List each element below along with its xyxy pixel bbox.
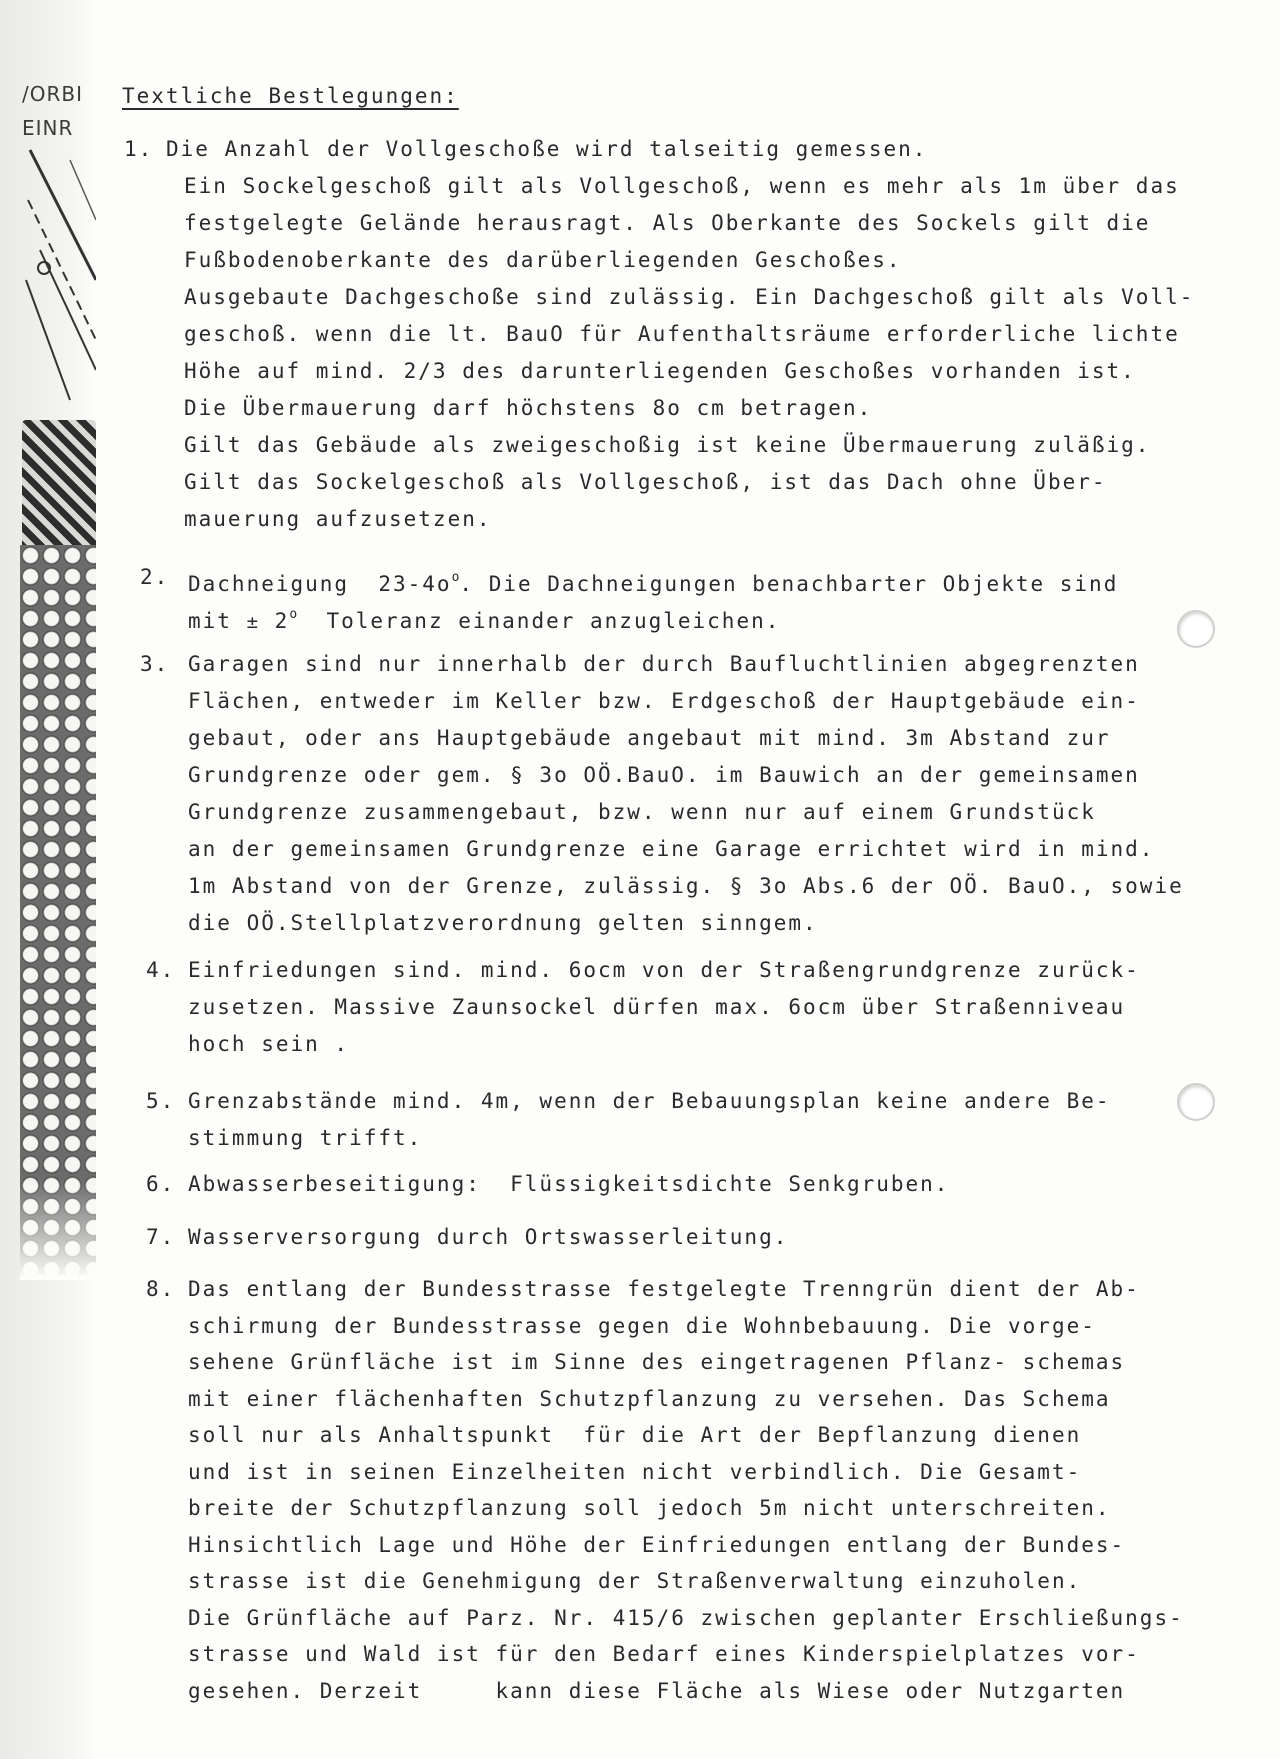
punch-hole [1177,1083,1215,1121]
item-text [188,1271,1184,1709]
text-line: und ist in seinen Einzelheiten nicht verbindlich. Die Gesamt- [188,1459,1082,1484]
text-line: Wasserversorgung durch Ortswasserleitung. [188,1225,789,1249]
text-line: Gilt das Sockelgeschoß als Vollgeschoß, ist das Dach ohne Über- [184,470,1107,494]
text-line: Ausgebaute Dachgeschoße sind zulässig. Ein Dachgeschoß gilt als Voll- [184,285,1195,309]
text-line: mauerung aufzusetzen. [184,507,492,531]
text-line: 1m Abstand von der Grenze, zulässig. § 3o Abs.6 der OÖ. BauO., sowie [188,874,1184,898]
text-line: gesehen. Derzeit kann diese Fläche als Wiese oder Nutzgarten [188,1678,1126,1703]
item-text [188,1166,949,1203]
text-line: sehene Grünfläche ist im Sinne des eingetragenen Pflanz- schemas [188,1350,1126,1374]
text-line: Die Anzahl der Vollgeschoße wird talseitig gemessen. [166,137,928,161]
text-line: zusetzen. Massive Zaunsockel dürfen max. 6ocm über Straßenniveau [188,995,1126,1019]
text-line: Einfriedungen sind. mind. 6ocm von der Straßengrundgrenze zurück- [188,958,1140,982]
text-line: Hinsichtlich Lage und Höhe der Einfriedungen entlang der Bundes- [188,1532,1126,1557]
text-line: stimmung trifft. [188,1126,423,1150]
degree-mark: o [289,607,298,622]
text-line: strasse ist die Genehmigung der Straßenverwaltung einzuholen. [188,1569,1082,1593]
text-line: Grenzabstände mind. 4m, wenn der Bebauungsplan keine andere Be- [188,1089,1111,1113]
item-number: 7. [146,1225,176,1249]
item-text [188,646,1184,942]
text-line: geschoß. wenn die lt. BauO für Aufenthaltsräume erforderliche lichte [184,322,1180,346]
adjacent-plan-linework [0,140,96,420]
text-line: strasse und Wald ist für den Bedarf eines Kinderspielplatzes vor- [188,1642,1140,1666]
plus-minus-sign: ± [246,611,261,633]
text-line: Grundgrenze oder gem. § 3o OÖ.BauO. im Bauwich an der gemeinsamen [188,763,1140,787]
text-line: Fußbodenoberkante des darüberliegenden Geschoßes. [184,248,902,272]
text-line: Höhe auf mind. 2/3 des darunterliegenden Geschoßes vorhanden ist. [184,359,1136,383]
text-line: Die Übermauerung darf höchstens 8o cm betragen. [184,396,873,420]
text-line: die OÖ.Stellplatzverordnung gelten sinngem. [188,911,818,935]
item-number: 5. [146,1089,176,1113]
item-text [188,952,1140,1063]
text-line: mit einer flächenhaften Schutzpflanzung zu versehen. Das Schema [188,1386,1111,1411]
text-line: Ein Sockelgeschoß gilt als Vollgeschoß, wenn es mehr als 1m über das [184,174,1180,198]
item-number: 4. [146,958,176,982]
item-number: 6. [146,1172,176,1196]
document-title: Textliche Bestlegungen: [122,84,459,108]
text-line: Grundgrenze zusammengebaut, bzw. wenn nur auf einem Grundstück [188,800,1096,824]
adjacent-plan-strip [0,0,96,1759]
item-text [166,131,1194,538]
adjacent-plan-hatching [22,420,96,550]
text-line: Das entlang der Bundesstrasse festgelegte Trenngrün dient der Ab- [188,1277,1140,1301]
text-line: mit ± $2^o$ Toleranz einander anzugleichen. [188,607,781,633]
text-line: schirmung der Bundesstrasse gegen die Wohnbebauung. Die vorge- [188,1313,1096,1338]
punch-hole [1177,610,1215,648]
text-line: Abwasserbeseitigung: Flüssigkeitsdichte Senkgruben. [188,1172,950,1196]
adjacent-plan-label: /ORBI [22,82,83,106]
item-number: 3. [140,652,170,676]
text-line: Gilt das Gebäude als zweigeschoßig ist keine Übermauerung zuläßig. [184,433,1151,457]
item-text [188,1083,1111,1157]
text-line: Garagen sind nur innerhalb der durch Baufluchtlinien abgegrenzten [188,652,1140,676]
item-number: 1. [124,137,154,161]
item-text [188,559,1118,633]
text-line: breite der Schutzpflanzung soll jedoch 5m nicht unterschreiten. [188,1496,1111,1520]
text-line: Dachneigung $23-4o^o$. Die Dachneigungen benachbarter Objekte sind [188,570,1119,596]
text-line: Flächen, entweder im Keller bzw. Erdgeschoß der Hauptgebäude ein- [188,689,1140,713]
text-line: hoch sein . [188,1032,350,1056]
text-line: festgelegte Gelände herausragt. Als Oberkante des Sockels gilt die [184,211,1151,235]
degree-mark: o [451,570,460,585]
adjacent-plan-dot-pattern [20,545,96,1275]
text-line: soll nur als Anhaltspunkt für die Art der Bepflanzung dienen [188,1423,1082,1447]
text-line: Die Grünfläche auf Parz. Nr. 415/6 zwischen geplanter Erschließungs- [188,1605,1184,1630]
text-line: gebaut, oder ans Hauptgebäude angebaut mit mind. 3m Abstand zur [188,726,1111,750]
item-number: 2. [140,565,170,589]
text-line: an der gemeinsamen Grundgrenze eine Garage errichtet wird in mind. [188,837,1155,861]
adjacent-plan-label: EINR [22,116,74,140]
item-number: 8. [146,1277,176,1301]
item-text [188,1219,788,1256]
